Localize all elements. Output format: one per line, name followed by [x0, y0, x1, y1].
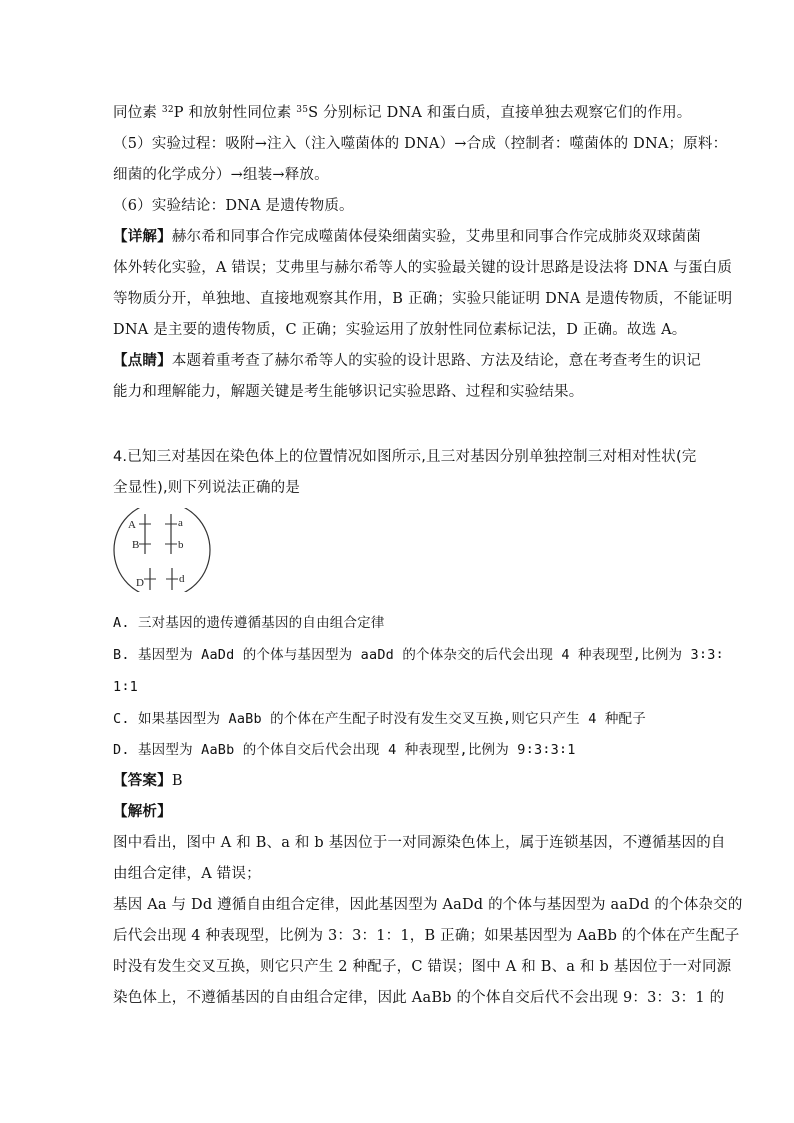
- gene-label-D: D: [136, 577, 144, 589]
- text-line: [113, 103, 692, 123]
- gene-label-A: A: [128, 519, 136, 531]
- analysis-line: 由组合定律，A 错误；: [113, 866, 261, 882]
- chromosome-figure: [112, 508, 212, 592]
- text-line: （5）实验过程：吸附→注入（注入噬菌体的 DNA）→合成（控制者：噬菌体的 DNA；原料：: [113, 136, 728, 152]
- analysis-line: 图中看出，图中 A 和 B、a 和 b 基因位于一对同源染色体上，属于连锁基因，不遵循基因的自: [113, 835, 726, 851]
- comment-tag: 【点睛】: [113, 352, 172, 369]
- answer-tag: 【答案】: [113, 772, 172, 789]
- text-span: S 分别标记 DNA 和蛋白质，直接单独去观察它们的作用。: [308, 105, 692, 121]
- chromosome-diagram: [112, 508, 212, 592]
- analysis-line: 基因 Aa 与 Dd 遵循自由组合定律，因此基因型为 AaDd 的个体与基因型为 aaDd 的个体杂交的: [113, 897, 743, 913]
- comment-line: [113, 351, 702, 371]
- answer-line: [113, 771, 688, 791]
- answer-value: B: [171, 773, 183, 789]
- question-stem: 全显性),则下列说法正确的是: [113, 480, 301, 496]
- text-line: 细菌的化学成分）→组装→释放。: [113, 167, 329, 183]
- text-span: 同位素: [113, 105, 162, 121]
- text-span: 本题着重考查了赫尔希等人的实验的设计思路、方法及结论，意在考查考生的识记: [171, 353, 702, 369]
- analysis-tag: 【解析】: [113, 803, 172, 820]
- option-b: B. 基因型为 AaDd 的个体与基因型为 aaDd 的个体杂交的后代会出现 4 种表现型,比例为 3∶3∶: [113, 647, 724, 663]
- detail-line: 体外转化实验，A 错误；艾弗里与赫尔希等人的实验最关键的设计思路是设法将 DNA 与蛋白质: [113, 260, 733, 276]
- option-d: D. 基因型为 AaBb 的个体自交后代会出现 4 种表现型,比例为 9∶3∶3∶1: [113, 742, 576, 758]
- superscript: 32: [161, 105, 174, 115]
- option-c: C. 如果基因型为 AaBb 的个体在产生配子时没有发生交叉互换,则它只产生 4 种配子: [113, 711, 646, 727]
- comment-line: 能力和理解能力，解题关键是考生能够识记实验思路、过程和实验结果。: [113, 384, 584, 400]
- detail-tag: 【详解】: [113, 228, 172, 245]
- detail-line: DNA 是主要的遗传物质，C 正确；实验运用了放射性同位素标记法，D 正确。故选 A。: [113, 322, 687, 338]
- detail-line: 等物质分开，单独地、直接地观察其作用，B 正确；实验只能证明 DNA 是遗传物质，不能证明: [113, 291, 733, 307]
- analysis-line: 染色体上，不遵循基因的自由组合定律，因此 AaBb 的个体自交后代不会出现 9：3：3：1 的: [113, 990, 725, 1006]
- gene-label-a: a: [178, 517, 183, 529]
- analysis-heading: [113, 802, 688, 822]
- gene-label-d: d: [179, 573, 185, 585]
- analysis-line: 后代会出现 4 种表现型，比例为 3：3：1：1，B 正确；如果基因型为 AaBb 的个体在产生配子: [113, 928, 740, 944]
- option-a: A. 三对基因的遗传遵循基因的自由组合定律: [113, 615, 385, 631]
- gene-label-B: B: [132, 539, 140, 551]
- text-span: 赫尔希和同事合作完成噬菌体侵染细菌实验，艾弗里和同事合作完成肺炎双球菌菌: [171, 229, 702, 245]
- text-span: P 和放射性同位素: [173, 105, 297, 121]
- gene-label-b: b: [178, 539, 184, 551]
- superscript: 35: [296, 105, 309, 115]
- option-b-cont: 1∶1: [113, 679, 138, 695]
- question-stem: 4.已知三对基因在染色体上的位置情况如图所示,且三对基因分别单独控制三对相对性状(完: [113, 449, 697, 465]
- text-line: （6）实验结论：DNA 是遗传物质。: [113, 198, 354, 214]
- detail-line: [113, 227, 702, 247]
- analysis-line: 时没有发生交叉互换，则它只产生 2 种配子，C 错误；图中 A 和 B、a 和 b 基因位于一对同源: [113, 959, 732, 975]
